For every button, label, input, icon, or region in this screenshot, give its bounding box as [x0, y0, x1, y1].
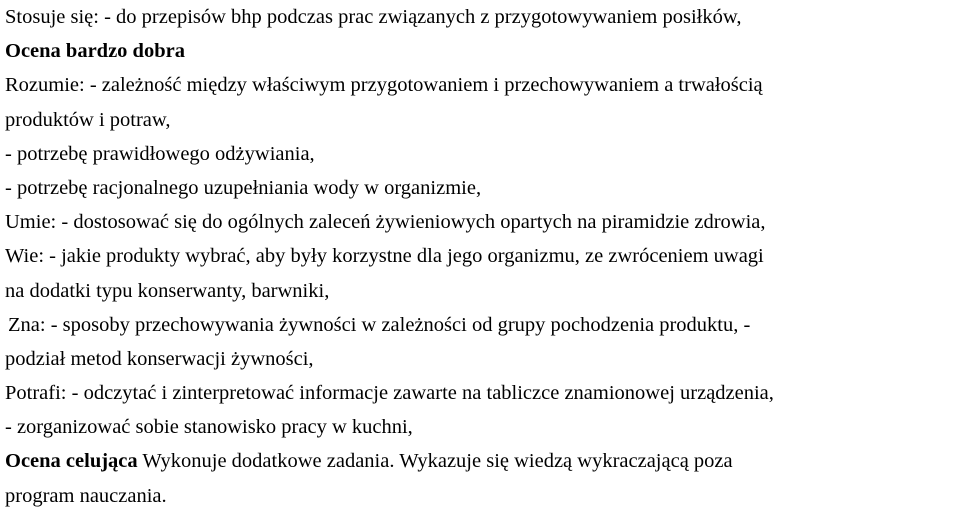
line-text: produktów i potraw,: [5, 108, 171, 131]
text-line-stosuje: [5, 0, 960, 34]
text-line-potrzebe-wody: [5, 171, 960, 205]
line-text: Rozumie: - zależność między właściwym przygotowaniem i przechowywaniem a trwałością: [5, 74, 763, 97]
text-line-potrzebe-odzywiania: [5, 137, 960, 171]
document-body: [5, 0, 960, 513]
heading-ocena-celujaca: Ocena celująca: [5, 450, 138, 473]
line-text: Stosuje się: - do przepisów bhp podczas prac związanych z przygotowywaniem posiłków,: [5, 6, 742, 28]
heading-ocena-bardzo-dobra: [5, 34, 960, 68]
text-line-wie: [5, 239, 960, 273]
text-line-produktow: [5, 103, 960, 137]
line-text: Umie: - dostosować się do ogólnych zaleceń żywieniowych opartych na piramidzie zdrowia,: [5, 211, 766, 234]
line-text: podział metod konserwacji żywności,: [5, 347, 314, 370]
line-text: na dodatki typu konserwanty, barwniki,: [5, 279, 330, 302]
line-text: program nauczania.: [5, 484, 167, 507]
text-line-podzial: [5, 342, 960, 376]
line-text: - potrzebę racjonalnego uzupełniania wody w organizmie,: [5, 176, 482, 199]
line-text: Wie: - jakie produkty wybrać, aby były korzystne dla jego organizmu, ze zwróceniem uwagi: [5, 245, 764, 268]
line-text: Ocena bardzo dobra: [5, 40, 185, 63]
line-text: - zorganizować sobie stanowisko pracy w kuchni,: [5, 416, 413, 439]
text-line-umie: [5, 205, 960, 239]
line-text: - potrzebę prawidłowego odżywiania,: [5, 142, 315, 165]
text-line-ocena-celujaca: [5, 444, 960, 478]
line-text: Potrafi: - odczytać i zinterpretować informacje zawarte na tabliczce znamionowej urządzenia,: [5, 382, 774, 405]
text-line-program: [5, 479, 960, 513]
line-text: Zna: - sposoby przechowywania żywności w zależności od grupy pochodzenia produktu, -: [8, 313, 751, 336]
text-line-rozumie: [5, 68, 960, 102]
text-line-dodatki: [5, 274, 960, 308]
text-line-zna: [5, 308, 960, 342]
text-line-zorganizowac: [5, 410, 960, 444]
line-text: Wykonuje dodatkowe zadania. Wykazuje się wiedzą wykraczającą poza: [137, 450, 733, 473]
text-line-potrafi: [5, 376, 960, 410]
